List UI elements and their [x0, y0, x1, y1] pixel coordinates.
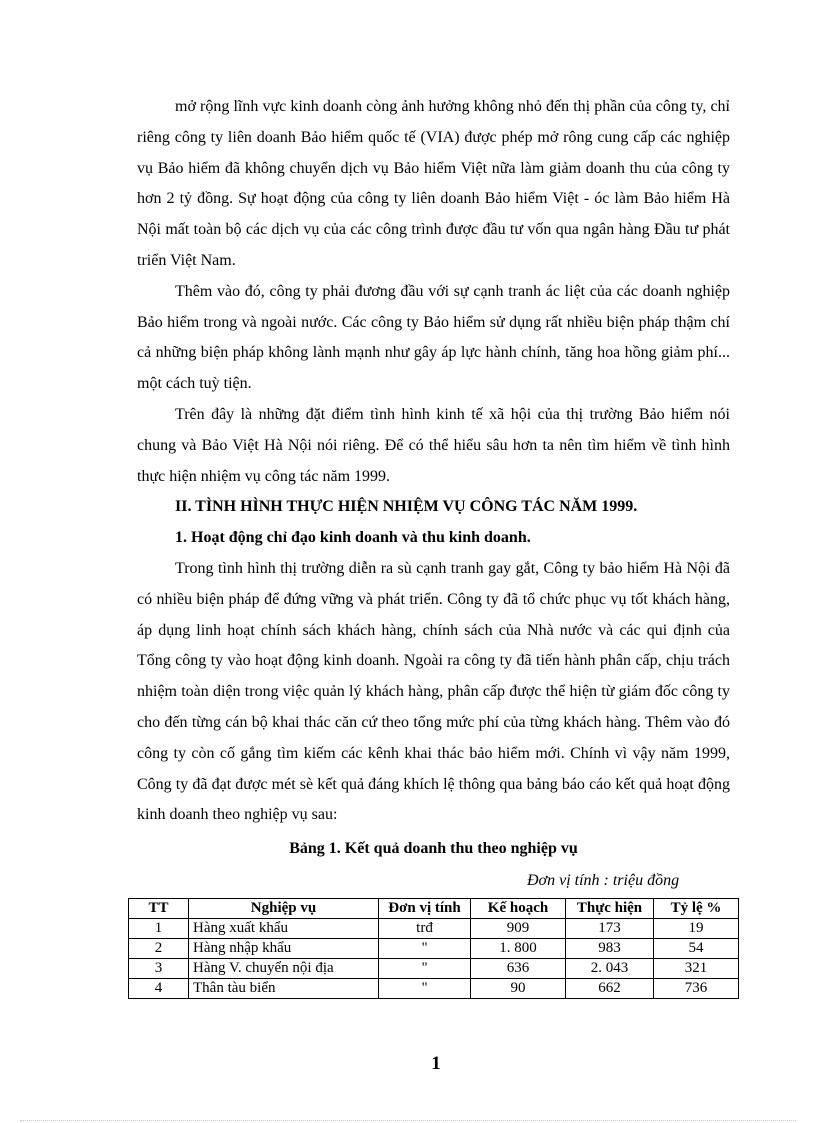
col-header-thuc-hien: Thực hiện: [566, 899, 654, 919]
cell-plan: 1. 800: [471, 939, 566, 959]
cell-plan: 636: [471, 959, 566, 979]
cell-actual: 983: [566, 939, 654, 959]
cell-unit: trđ: [379, 919, 471, 939]
col-header-don-vi: Đơn vị tính: [379, 899, 471, 919]
cell-unit: ": [379, 959, 471, 979]
cell-ratio: 54: [654, 939, 739, 959]
cell-tt: 1: [129, 919, 189, 939]
page-number: 1: [431, 1053, 441, 1074]
cell-name: Hàng xuất khẩu: [189, 919, 379, 939]
unit-note: Đơn vị tính : triệu đồng: [527, 872, 680, 889]
cell-name: Hàng nhập khẩu: [189, 939, 379, 959]
subsection-heading: 1. Hoạt động chỉ đạo kinh doanh và thu kinh doanh.: [175, 529, 531, 547]
cell-actual: 173: [566, 919, 654, 939]
paragraph-4: Trong tình hình thị trường diễn ra sù cạnh tranh gay gắt, Công ty bảo hiểm Hà Nội đã có nhiều biện pháp để đứng vững và phát triển. Công ty đã tổ chức phục vụ tốt khách hàng, áp dụng linh hoạt chính sách khách hàng, chính sách của Nhà nước và các qui định của Tổng công ty vào hoạt động kinh doanh. Ngoài ra công ty đã tiến hành phân cấp, chịu trách nhiệm toàn diện trong việc quản lý khách hàng, phân cấp được thể hiện từ giám đốc công ty cho đến từng cán bộ khai thác căn cứ theo tổng mức phí của từng khách hàng. Thêm vào đó công ty còn cố gắng tìm kiếm các kênh khai thác bảo hiểm mới. Chính vì vậy năm 1999, Công ty đã đạt được mét sè kết quả đáng khích lệ thông qua bảng báo cáo kết quả hoạt động kinh doanh theo nghiệp vụ sau:: [137, 559, 730, 824]
cell-tt: 3: [129, 959, 189, 979]
cell-ratio: 736: [654, 979, 739, 999]
col-header-ty-le: Tỷ lệ %: [654, 899, 739, 919]
footer-divider: [20, 1120, 796, 1121]
table-row: [129, 959, 739, 979]
table-header-row: [129, 899, 739, 919]
revenue-table: [128, 898, 739, 999]
table-caption: Bảng 1. Kết quả doanh thu theo nghiệp vụ: [289, 840, 578, 857]
paragraph-2: Thêm vào đó, công ty phải đương đầu với sự cạnh tranh ác liệt của các doanh nghiệp Bảo hiểm trong và ngoài nước. Các công ty Bảo hiểm sử dụng rất nhiều biện pháp thậm chí cả những biện pháp không lành mạnh như gây áp lực hành chính, tăng hoa hồng giảm phí... một cách tuỳ tiện.: [137, 282, 730, 393]
cell-name: Hàng V. chuyển nội địa: [189, 959, 379, 979]
section-heading: II. TÌNH HÌNH THỰC HIỆN NHIỆM VỤ CÔNG TÁC NĂM 1999.: [175, 498, 638, 516]
paragraph-3: Trên đây là những đặt điểm tình hình kinh tế xã hội của thị trường Bảo hiểm nói chung và Bảo Việt Hà Nội nói riêng. Để có thể hiểu sâu hơn ta nên tìm hiểm về tình hình thực hiện nhiệm vụ công tác năm 1999.: [137, 405, 730, 485]
cell-ratio: 19: [654, 919, 739, 939]
table-row: [129, 939, 739, 959]
col-header-ke-hoach: Kế hoạch: [471, 899, 566, 919]
cell-name: Thân tàu biển: [189, 979, 379, 999]
table-row: [129, 979, 739, 999]
cell-actual: 2. 043: [566, 959, 654, 979]
cell-plan: 90: [471, 979, 566, 999]
table-row: [129, 919, 739, 939]
col-header-tt: TT: [129, 899, 189, 919]
cell-plan: 909: [471, 919, 566, 939]
cell-actual: 662: [566, 979, 654, 999]
cell-tt: 4: [129, 979, 189, 999]
paragraph-1: mở rộng lĩnh vực kinh doanh còng ảnh hưởng không nhỏ đến thị phần của công ty, chỉ riêng công ty liên doanh Bảo hiểm quốc tế (VIA) được phép mở rông cung cấp các nghiệp vụ Bảo hiểm đã không chuyển dịch vụ Bảo hiểm Việt nữa làm giảm doanh thu của công ty hơn 2 tỷ đồng. Sự hoạt động của công ty liên doanh Bảo hiểm Việt - óc làm Bảo hiểm Hà Nội mất toàn bộ các dịch vụ của các công trình được đầu tư vốn qua ngân hàng Đầu tư phát triển Việt Nam.: [137, 98, 730, 269]
cell-ratio: 321: [654, 959, 739, 979]
body-text: [137, 92, 730, 831]
cell-unit: ": [379, 979, 471, 999]
cell-unit: ": [379, 939, 471, 959]
col-header-nghiep-vu: Nghiệp vụ: [189, 899, 379, 919]
cell-tt: 2: [129, 939, 189, 959]
